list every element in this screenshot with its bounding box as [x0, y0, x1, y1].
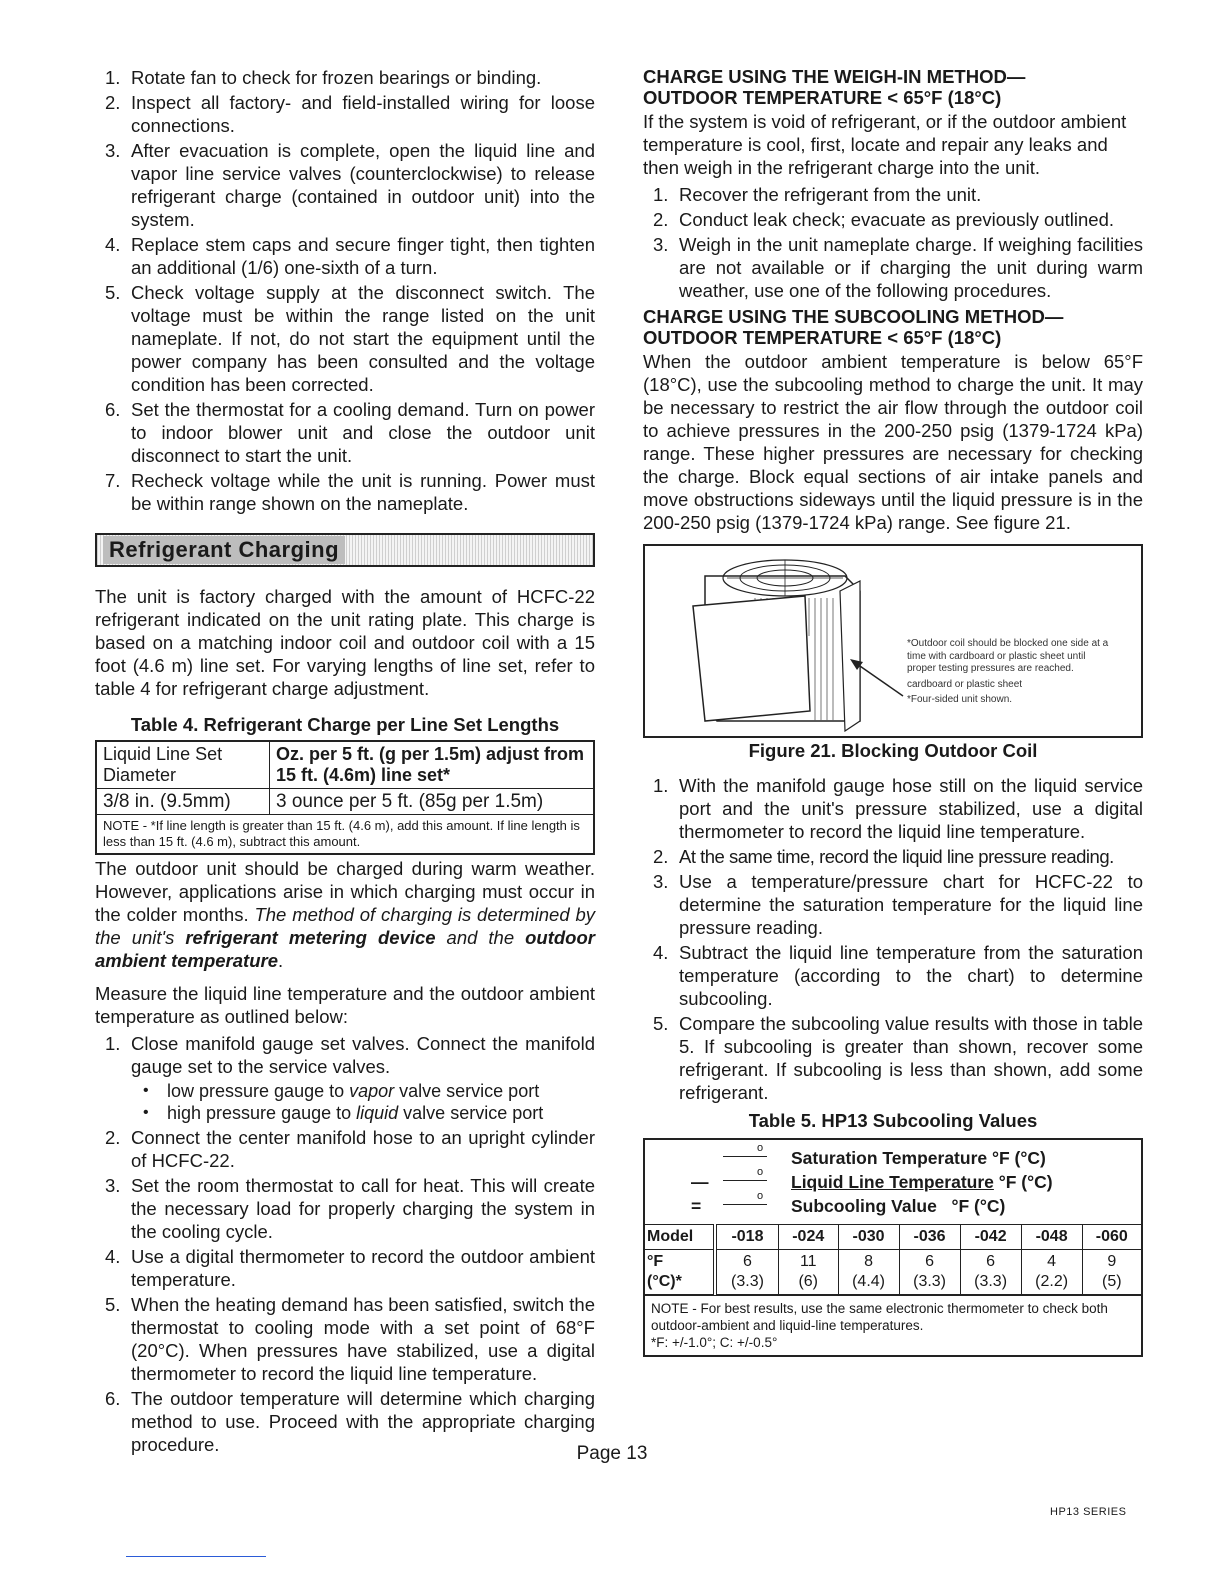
list-item: 3. Weigh in the unit nameplate charge. If weighing facilities are not available or if charging the unit during warm weather, use one of the following procedures.: [653, 234, 1143, 301]
charging-steps: [95, 1032, 595, 1456]
table4-note: NOTE - *If line length is greater than 15 ft. (4.6 m), add this amount. If line length is less than 15 ft. (4.6 m), subtract this amount.: [96, 815, 594, 855]
subcooling-heading: CHARGE USING THE SUBCOOLING METHOD— OUTDOOR TEMPERATURE < 65°F (18°C): [643, 306, 1064, 348]
footer-rule: [126, 1556, 266, 1557]
table5-unit-label: °F (°C)*: [645, 1250, 715, 1295]
figure-21: [643, 544, 1143, 738]
figure-caption: Figure 21. Blocking Outdoor Coil: [748, 740, 1038, 761]
intro-paragraph: The unit is factory charged with the amount of HCFC-22 refrigerant indicated on the unit rating plate. This charge is based on a matching indoor coil and outdoor coil with a 15 foot (4.6 m) line set. For varying lengths of line set, refer to table 4 for refrigerant charge adjustment.: [95, 586, 595, 699]
table5-model: -060: [1082, 1225, 1141, 1250]
table5-value: 6 (3.3): [899, 1250, 960, 1295]
bullet-item: • high pressure gauge to liquid valve service port: [143, 1103, 544, 1123]
table5-grid: [645, 1224, 1141, 1295]
subcooling-steps: [643, 774, 1143, 1104]
table4-cell-adjust: 3 ounce per 5 ft. (85g per 1.5m): [270, 789, 595, 815]
page-number: Page 13: [576, 1443, 648, 1464]
table5-value: 11 (6): [778, 1250, 838, 1295]
table4-caption: Table 4. Refrigerant Charge per Line Set Lengths: [130, 714, 560, 735]
list-item: 2. Connect the center manifold hose to an upright cylinder of HCFC-22.: [105, 1127, 595, 1171]
table5-model: -024: [778, 1225, 838, 1250]
measure-paragraph: Measure the liquid line temperature and the outdoor ambient temperature as outlined below:: [95, 983, 595, 1027]
table5-value: 6 (3.3): [715, 1250, 778, 1295]
section-banner: [95, 533, 595, 567]
table5-model-label: Model: [645, 1225, 715, 1250]
series-label: HP13 SERIES: [1050, 1506, 1127, 1518]
list-item: 4. Use a digital thermometer to record the outdoor ambient temperature.: [105, 1246, 595, 1290]
table5-model: -018: [715, 1225, 778, 1250]
bullet-item: • low pressure gauge to vapor valve service port: [143, 1081, 540, 1101]
table5-model: -030: [838, 1225, 899, 1250]
table5-formula: o Saturation Temperature °F (°C) — o Liquid Line Temperature °F (°C) = o Subcooling Value °F (°C): [691, 1142, 1053, 1216]
table4: [95, 740, 595, 855]
startup-steps: [95, 66, 595, 515]
weigh-in-heading: CHARGE USING THE WEIGH-IN METHOD— OUTDOOR TEMPERATURE < 65°F (18°C): [643, 66, 1026, 108]
list-item: 3. After evacuation is complete, open the liquid line and vapor line service valves (counterclockwise) to release refrigerant charge (contained in outdoor unit) into the system.: [105, 140, 595, 230]
table5-value: 9 (5): [1082, 1250, 1141, 1295]
table5-value: 4 (2.2): [1021, 1250, 1082, 1295]
list-item: 5. When the heating demand has been satisfied, switch the thermostat to cooling mode with a set point of 68°F (20°C). When pressures have stabilized, use a digital thermometer to record the liquid line temperature.: [105, 1294, 595, 1384]
weigh-in-paragraph: If the system is void of refrigerant, or if the outdoor ambient temperature is cool, first, locate and repair any leaks and then weigh in the refrigerant charge into the unit.: [643, 111, 1127, 178]
table4-cell-diameter: 3/8 in. (9.5mm): [96, 789, 270, 815]
table5-model: -048: [1021, 1225, 1082, 1250]
section-title: Refrigerant Charging: [103, 536, 345, 564]
list-item: 2. Conduct leak check; evacuate as previously outlined.: [653, 209, 1115, 230]
list-item: 6. Set the thermostat for a cooling demand. Turn on power to indoor blower unit and close the outdoor unit disconnect to start the unit.: [105, 399, 595, 466]
weigh-in-steps: [643, 183, 1143, 302]
list-item: 4. Replace stem caps and secure finger tight, then tighten an additional (1/6) one-sixth of a turn.: [105, 234, 595, 278]
table5-value: 8 (4.4): [838, 1250, 899, 1295]
table5-model: -042: [960, 1225, 1021, 1250]
left-column: [95, 66, 595, 1458]
right-column: [643, 66, 1143, 1357]
table4-header-adjust: Oz. per 5 ft. (g per 1.5m) adjust from 15 ft. (4.6m) line set*: [270, 741, 595, 789]
list-item: 1. Close manifold gauge set valves. Connect the manifold gauge set to the service valves. • low pressure gauge to vapor valve service port • high pressure gauge to liquid valve service port: [105, 1033, 595, 1123]
subcooling-paragraph: When the outdoor ambient temperature is below 65°F (18°C), use the subcooling method to charge the unit. It may be necessary to restrict the air flow through the outdoor coil to achieve pressures in the 200-250 psig (1379-1724 kPa) range. These higher pressures are necessary for checking the charge. Block equal sections of air intake panels and move obstructions sideways until the liquid pressure is in the 200-250 psig (1379-1724 kPa) range. See figure 21.: [643, 351, 1143, 533]
list-item: 7. Recheck voltage while the unit is running. Power must be within range shown on the nameplate.: [105, 470, 595, 514]
list-item: 5. Compare the subcooling value results with those in table 5. If subcooling is greater than shown, recover some refrigerant. If subcooling is less than shown, add some refrigerant.: [653, 1013, 1143, 1103]
gauge-bullets: [131, 1080, 595, 1124]
method-paragraph: The outdoor unit should be charged during warm weather. However, applications arise in which charging must occur in the colder months. The method of charging is determined by the unit's refrigerant metering device and the outdoor ambient temperature.: [95, 858, 595, 971]
list-item: 1. With the manifold gauge hose still on the liquid service port and the unit's pressure stabilized, use a digital thermometer to record the liquid line temperature.: [653, 775, 1143, 842]
list-item: 6. The outdoor temperature will determine which charging method to use. Proceed with the appropriate charging procedure.: [105, 1388, 595, 1455]
list-item: 1. Rotate fan to check for frozen bearings or binding.: [105, 67, 542, 88]
list-item: 5. Check voltage supply at the disconnect switch. The voltage must be within the range listed on the unit nameplate. If not, do not start the equipment until the power company has been consulted and the voltage condition has been corrected.: [105, 282, 595, 395]
list-item: 3. Set the room thermostat to call for heat. This will create the necessary load for properly charging the system in the cooling cycle.: [105, 1175, 595, 1242]
table5-caption: Table 5. HP13 Subcooling Values: [748, 1110, 1038, 1131]
figure-note: *Outdoor coil should be blocked one side at a time with cardboard or plastic sheet until proper testing pressures are reached. cardboard or plastic sheet *Four-sided unit shown.: [907, 638, 1109, 705]
table4-header-diameter: Liquid Line Set Diameter: [96, 741, 270, 789]
list-item: 2. At the same time, record the liquid line pressure reading.: [653, 846, 1114, 867]
table5-note: NOTE - For best results, use the same electronic thermometer to check both outdoor-ambient and liquid-line temperatures. *F: +/-1.0°; C: +/-0.5°: [645, 1295, 1141, 1355]
table5: [643, 1138, 1143, 1357]
table5-model: -036: [899, 1225, 960, 1250]
list-item: 3. Use a temperature/pressure chart for HCFC-22 to determine the saturation temperature for the liquid line pressure reading.: [653, 871, 1143, 938]
list-item: 1. Recover the refrigerant from the unit.: [653, 184, 982, 205]
list-item: 2. Inspect all factory- and field-installed wiring for loose connections.: [105, 92, 595, 136]
table5-value: 6 (3.3): [960, 1250, 1021, 1295]
list-item: 4. Subtract the liquid line temperature from the saturation temperature (according to the chart) to determine subcooling.: [653, 942, 1143, 1009]
